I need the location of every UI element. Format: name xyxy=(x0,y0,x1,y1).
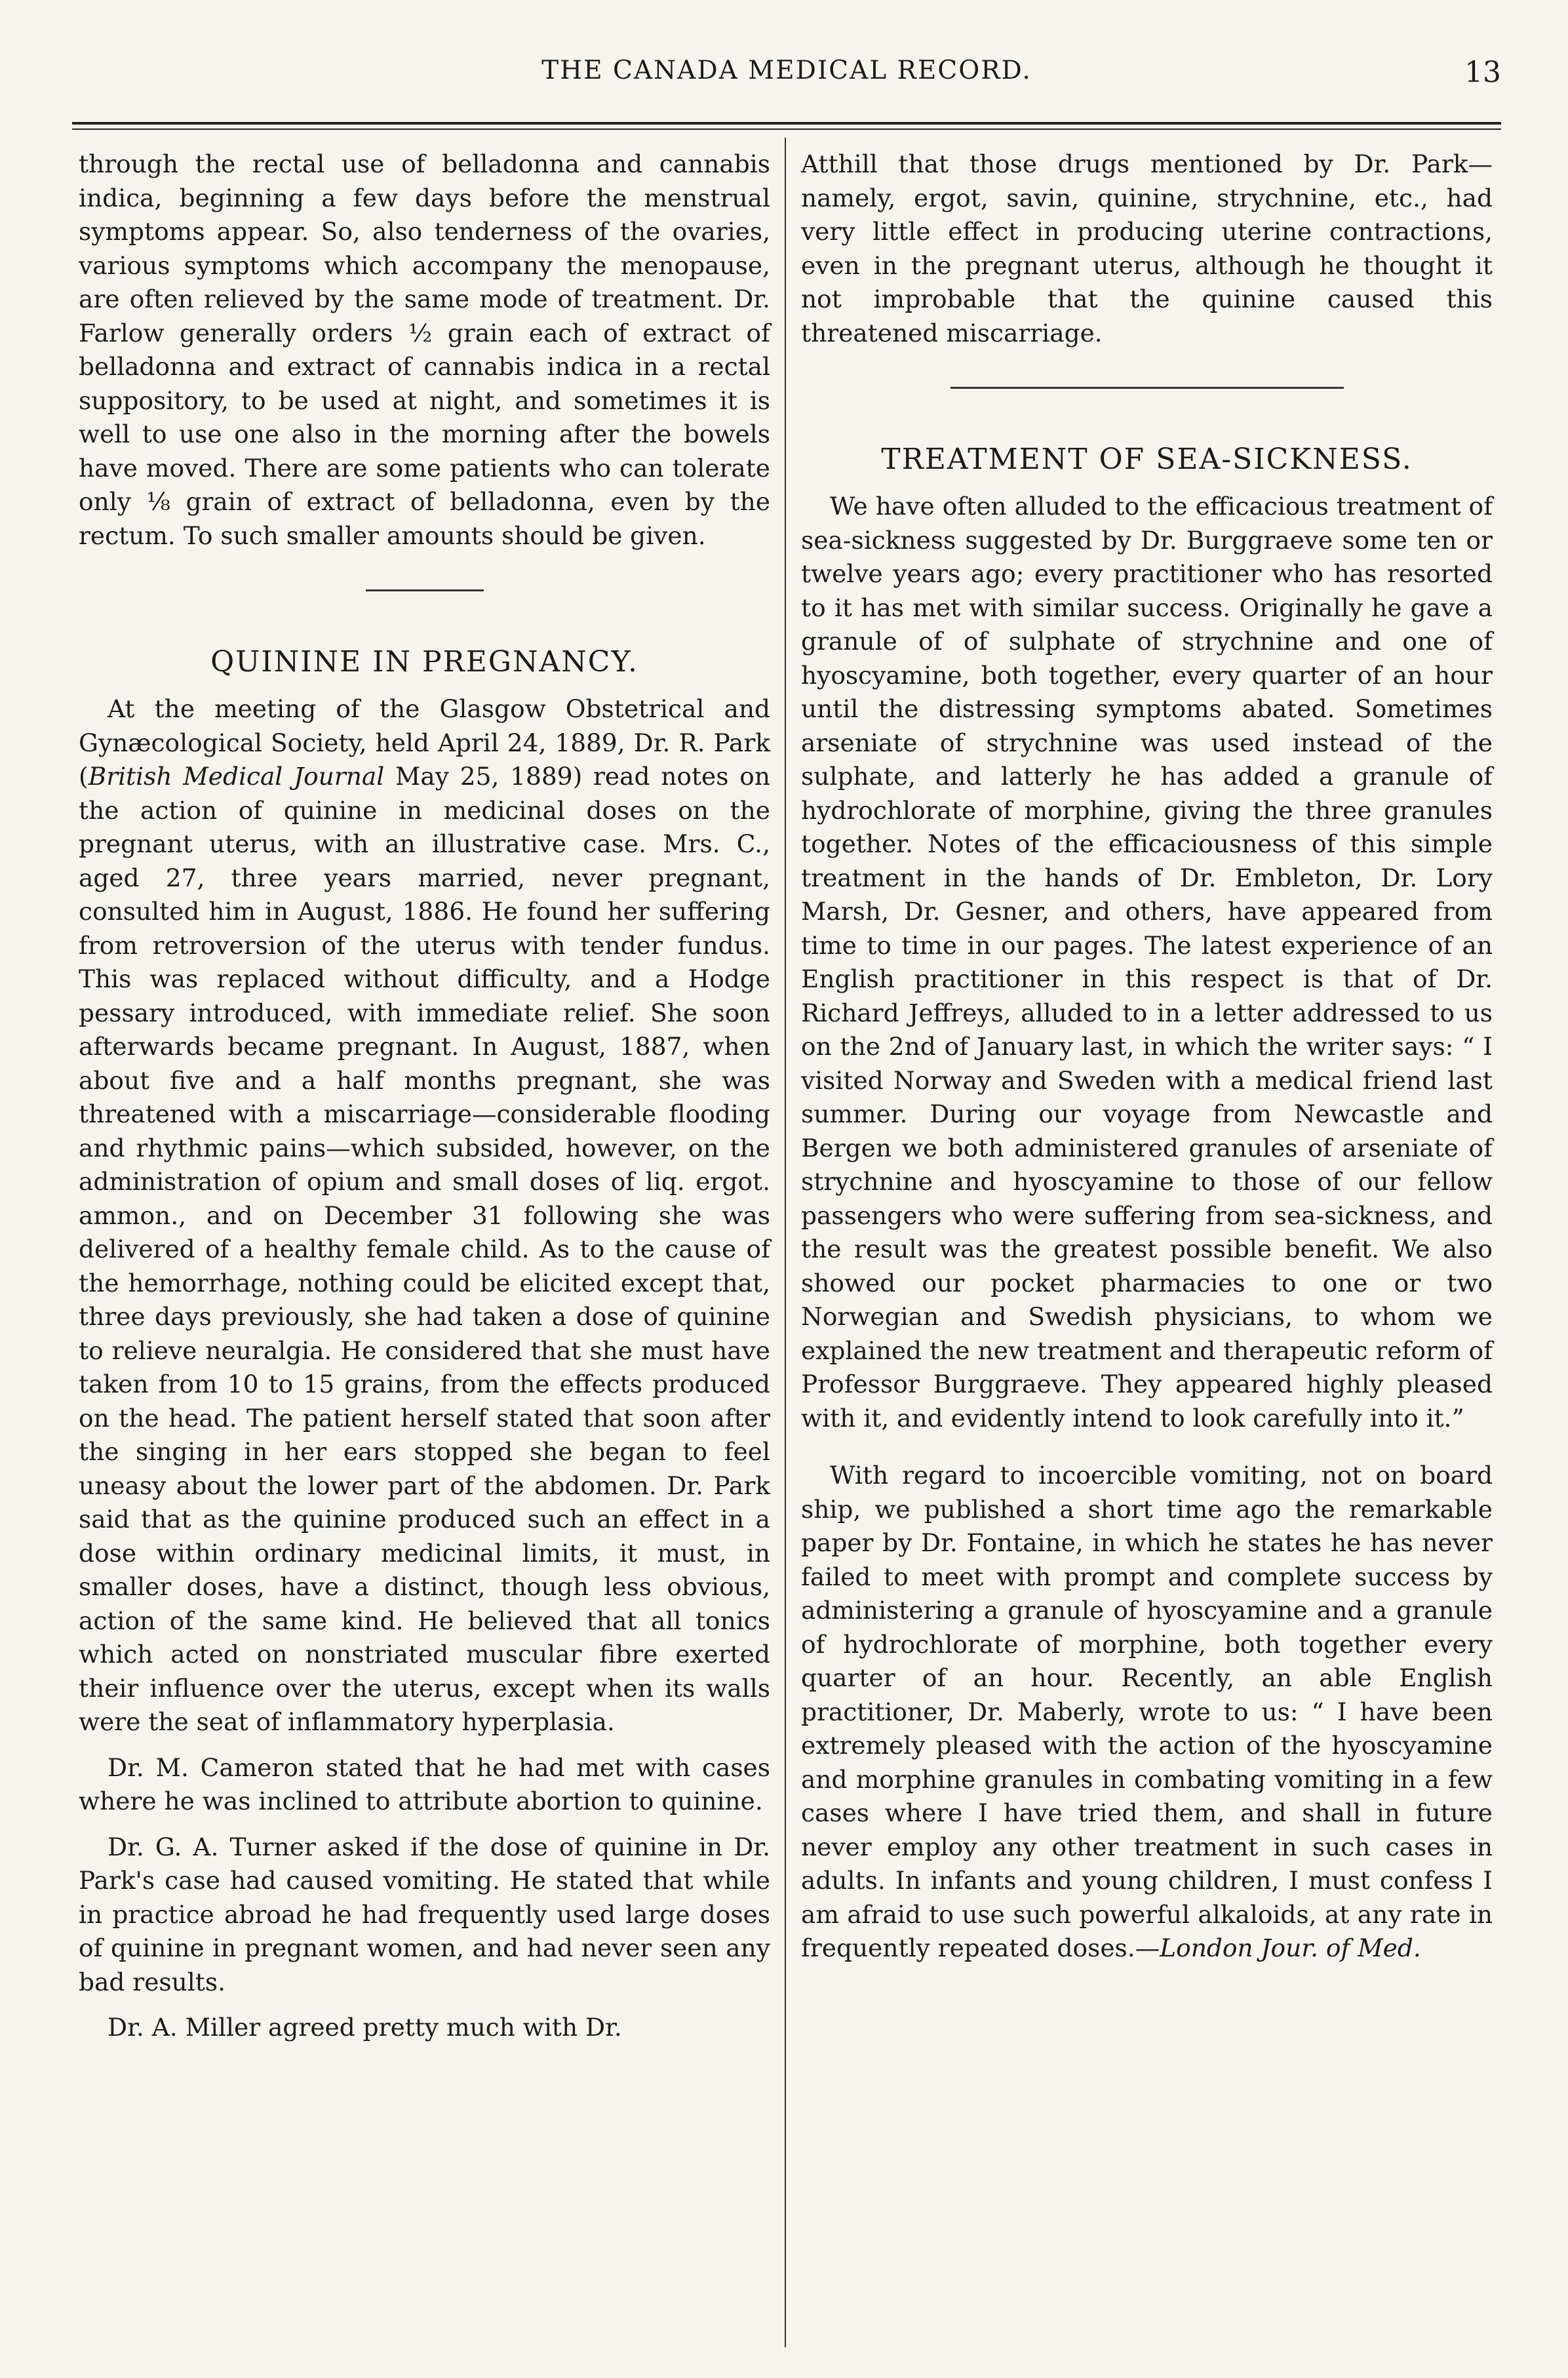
paragraph-text: At the meeting of the Glasgow Obstetrical and Gynæcological Society, held April 24, 1889, Dr. R. Park ( xyxy=(79,694,770,791)
continued-paragraph: through the rectal use of belladonna and cannabis indica, beginning a few days before the menstrual symptoms appear. So, also tenderness of the ovaries, various symptoms which accompany the menopause, are often relieved by the same mode of treatment. Dr. Farlow generally orders ½ grain each of extract of belladonna and extract of cannabis indica in a rectal suppository, to be used at night, and sometimes it is well to use one also in the morning after the bowels have moved. There are some patients who can tolerate only ⅛ grain of extract of belladonna, even by the rectum. To such smaller amounts should be given. xyxy=(79,149,770,550)
page-header xyxy=(72,56,1501,108)
article-paragraph xyxy=(801,1459,1493,1966)
source-citation: London Jour. of Med. xyxy=(1160,1933,1421,1962)
header-rule xyxy=(72,122,1501,125)
continued-paragraph: Atthill that those drugs mentioned by Dr. Park—namely, ergot, savin, quinine, strychnine, etc., had very little effect in producing uterine contractions, even in the pregnant uterus, although he thought it not improbable that the quinine caused this threatened miscarriage. xyxy=(801,149,1493,347)
article-paragraph: Dr. A. Miller agreed pretty much with Dr. xyxy=(108,2013,622,2042)
running-title: THE CANADA MEDICAL RECORD. xyxy=(541,56,1032,85)
article-heading-quinine: QUININE IN PREGNANCY. xyxy=(210,645,638,679)
article-paragraph xyxy=(79,692,770,1739)
article-heading-sea-sickness: TREATMENT OF SEA-SICKNESS. xyxy=(881,443,1413,476)
header-rule-thin xyxy=(72,129,1501,130)
paragraph-text: With regard to incoercible vomiting, not on board ship, we published a short time ago the remarkable paper by Dr. Fontaine, in which he states he has never failed to meet with prompt and complete success by administering a granule of hyoscyamine and a granule of hydrochlorate of morphine, both together every quarter of an hour. Recently, an able English practitioner, Dr. Maberly, wrote to us: “ I have been extremely pleased with the action of the hyoscyamine and morphine granules in combating vomiting in a few cases where I have tried them, and shall in future never employ any other treatment in such cases in adults. In infants and young children, I must confess I am afraid to use such powerful alkaloids, at any rate in frequently repeated doses.— xyxy=(801,1461,1493,1962)
article-paragraph: Dr. M. Cameron stated that he had met with cases where he was inclined to attribute abortion to quinine. xyxy=(79,1753,770,1815)
column-divider xyxy=(785,138,786,2347)
paragraph-text: May 25, 1889) read notes on the action of quinine in medicinal doses on the pregnant uterus, with an illustrative case. Mrs. C., aged 27, three years married, never pregnant, consulted him in August, 1886. He found her suffering from retroversion of the uterus with tender fundus. This was replaced without difficulty, and a Hodge pessary introduced, with immediate relief. She soon afterwards became pregnant. In August, 1887, when about five and a half months pregnant, she was threatened with a miscarriage—considerable flooding and rhythmic pains—which subsided, however, on the administration of opium and small doses of liq. ergot. ammon., and on December 31 following she was delivered of a healthy female child. As to the cause of the hemorrhage, nothing could be elicited except that, three days previously, she had taken a dose of quinine to relieve neuralgia. He considered that she must have taken from 10 to 15 grains, from the effects produced on the head. The patient herself stated that soon after the singing in her ears stopped she began to feel uneasy about the lower part of the abdomen. Dr. Park said that as the quinine produced such an effect in a dose within ordinary medicinal limits, it must, in smaller doses, have a distinct, though less obvious, action of the same kind. He believed that all tonics which acted on nonstriated muscular fibre exerted their influence over the uterus, except when its walls were the seat of inflammatory hyperplasia. xyxy=(79,762,770,1736)
page-number: 13 xyxy=(1464,56,1501,89)
left-column xyxy=(79,148,770,2045)
right-column xyxy=(801,148,1493,1966)
article-paragraph: Dr. G. A. Turner asked if the dose of quinine in Dr. Park's case had caused vomiting. He stated that while in practice abroad he had frequently used large doses of quinine in pregnant women, and had never seen any bad results. xyxy=(79,1832,770,1996)
article-paragraph: We have often alluded to the efficacious treatment of sea-sickness suggested by Dr. Burggraeve some ten or twelve years ago; every practitioner who has resorted to it has met with similar success. Originally he gave a granule of of sulphate of strychnine and one of hyoscyamine, both together, every quarter of an hour until the distressing symptoms abated. Sometimes arseniate of strychnine was used instead of the sulphate, and latterly he has added a granule of hydrochlorate of morphine, giving the three granules together. Notes of the efficaciousness of this simple treatment in the hands of Dr. Embleton, Dr. Lory Marsh, Dr. Gesner, and others, have appeared from time to time in our pages. The latest experience of an English practitioner in this respect is that of Dr. Richard Jeffreys, alluded to in a letter addressed to us on the 2nd of January last, in which the writer says: “ I visited Norway and Sweden with a medical friend last summer. During our voyage from Newcastle and Bergen we both administered granules of arseniate of strychnine and hyoscyamine to those of our fellow passengers who were suffering from sea-sickness, and the result was the greatest possible benefit. We also showed our pocket pharmacies to one or two Norwegian and Swedish physicians, to whom we explained the new treatment and therapeutic reform of Professor Burggraeve. They appeared highly pleased with it, and evidently intend to look carefully into it.” xyxy=(801,492,1493,1433)
journal-title: British Medical Journal xyxy=(88,762,385,791)
